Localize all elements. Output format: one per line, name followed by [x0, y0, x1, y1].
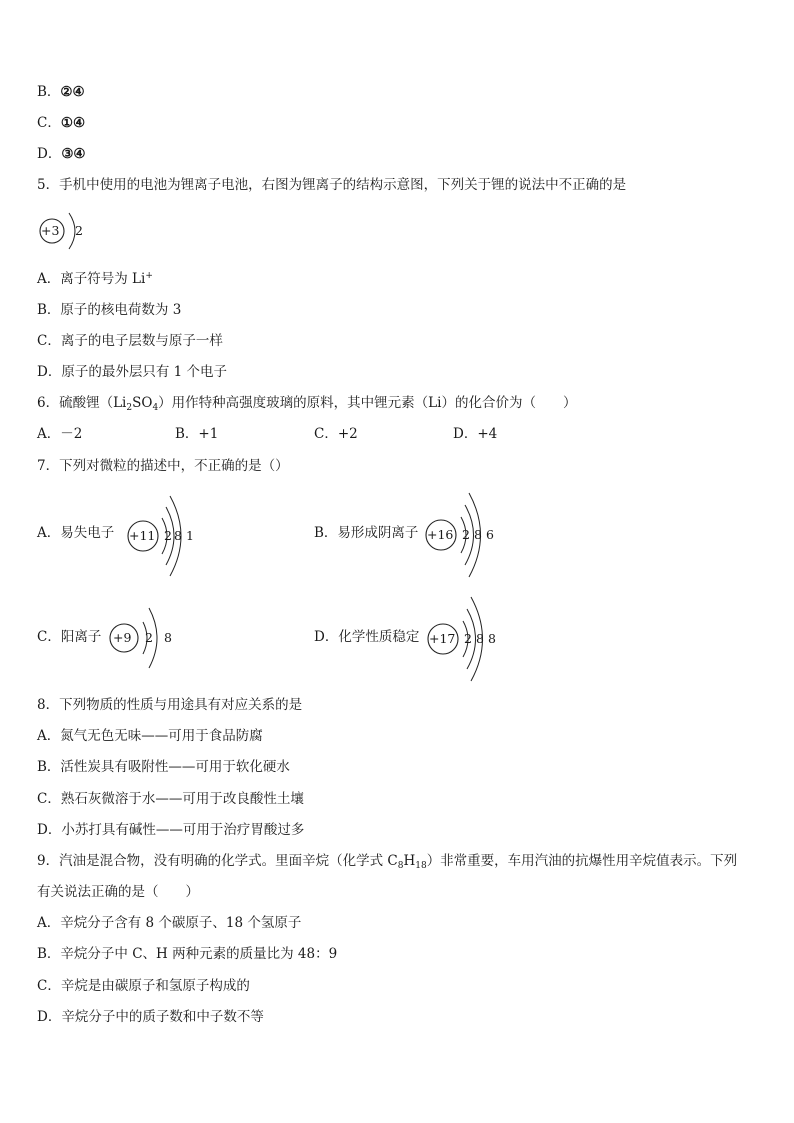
q9-option-b: B．辛烷分子中 C、H 两种元素的质量比为 48：9: [37, 946, 338, 962]
q9-option-c: C．辛烷是由碳原子和氢原子构成的: [37, 978, 250, 994]
charge-superscript: +: [145, 271, 153, 281]
q6-option-a: A．－2: [37, 426, 83, 442]
option-text: ②④: [60, 84, 85, 100]
option-text: 离子的电子层数与原子一样: [60, 333, 223, 349]
stem-part: 9．汽油是混合物，没有明确的化学式。里面辛烷（化学式 C: [37, 853, 398, 869]
option-text: 原子的核电荷数为 3: [60, 302, 182, 318]
option-text: ①④: [60, 115, 86, 131]
stem-part: ）用作特种高强度玻璃的原料，其中锂元素（Li）的化合价为（ ）: [158, 395, 577, 411]
option-letter: D．: [37, 146, 62, 162]
q8-stem: 8．下列物质的性质与用途具有对应关系的是: [37, 697, 303, 713]
nucleus-charge: +11: [129, 528, 156, 543]
option-letter: C．: [37, 115, 61, 131]
shell-electrons-2: 8: [174, 528, 182, 543]
subscript: 4: [152, 403, 159, 413]
q8-option-a: A．氮气无色无味——可用于食品防腐: [37, 728, 263, 744]
q7-option-a-diagram: [124, 490, 204, 582]
q7-option-d-diagram: [424, 592, 506, 686]
q4-option-b: [37, 83, 85, 101]
q7-option-b-diagram: [422, 488, 504, 582]
shell-electrons-3: 8: [488, 631, 496, 646]
q9-option-d: D．辛烷分子中的质子数和中子数不等: [37, 1009, 264, 1025]
option-letter: B．: [37, 302, 61, 318]
q8-option-d: D．小苏打具有碱性——可用于治疗胃酸过多: [37, 822, 305, 838]
option-letter: C．: [37, 333, 61, 349]
shell-electrons-2: 8: [474, 527, 482, 542]
nucleus-charge: +3: [41, 223, 60, 238]
q5-option-c: [37, 332, 223, 350]
q7-option-c-diagram: [107, 602, 183, 674]
nucleus-charge: +16: [427, 527, 454, 542]
q5-lithium-ion-diagram: [36, 206, 96, 258]
shell-electrons-1: 2: [164, 528, 172, 543]
q8-option-b: B．活性炭具有吸附性——可用于软化硬水: [37, 759, 290, 775]
q6-option-c: C．+2: [314, 426, 358, 442]
subscript: 18: [415, 861, 427, 871]
subscript: 2: [126, 403, 133, 413]
q5-option-d: [37, 363, 227, 381]
shell-electrons-1: 2: [462, 527, 470, 542]
shell-electrons-2: 8: [476, 631, 484, 646]
q9-stem: [37, 852, 737, 870]
shell-electrons-1: 2: [75, 223, 83, 238]
shell-electrons-2: 8: [164, 630, 172, 645]
q5-option-a: [37, 270, 153, 288]
q9-stem-line2: 有关说法正确的是（ ）: [37, 884, 199, 900]
shell-electrons-3: 6: [486, 527, 494, 542]
q7-option-c-label: C．阳离子: [37, 629, 102, 645]
q6-stem: [37, 394, 576, 412]
option-text: ③④: [61, 146, 86, 162]
subscript: 8: [397, 861, 404, 871]
q7-stem: 7．下列对微粒的描述中，不正确的是（）: [37, 458, 289, 474]
q5-option-b: [37, 301, 181, 319]
q7-option-b-label: B．易形成阴离子: [314, 525, 419, 541]
q5-stem: 5．手机中使用的电池为锂离子电池，右图为锂离子的结构示意图，下列关于锂的说法中不正确的是: [37, 177, 627, 193]
q4-option-d: [37, 145, 86, 163]
stem-part: 6．硫酸锂（Li: [37, 395, 127, 411]
q6-option-d: D．+4: [453, 426, 498, 442]
stem-part: H: [403, 853, 416, 869]
q4-option-c: [37, 114, 85, 132]
q7-option-a-label: A．易失电子: [37, 525, 115, 541]
stem-part: ）非常重要，车用汽油的抗爆性用辛烷值表示。下列: [426, 853, 738, 869]
q8-option-c: C．熟石灰微溶于水——可用于改良酸性土壤: [37, 791, 304, 807]
nucleus-charge: +9: [113, 630, 132, 645]
option-text: 原子的最外层只有 1 个电子: [61, 364, 227, 380]
nucleus-charge: +17: [429, 631, 456, 646]
stem-part: SO: [132, 395, 153, 411]
option-letter: B．: [37, 84, 61, 100]
option-letter: D．: [37, 364, 62, 380]
q9-option-a: A．辛烷分子含有 8 个碳原子、18 个氢原子: [37, 915, 302, 931]
shell-electrons-1: 2: [464, 631, 472, 646]
q6-option-b: B．+1: [175, 426, 219, 442]
shell-electrons-1: 2: [145, 630, 153, 645]
option-text: 离子符号为 Li: [60, 271, 146, 287]
shell-electrons-3: 1: [186, 528, 194, 543]
q7-option-d-label: D．化学性质稳定: [314, 629, 420, 645]
option-letter: A．: [37, 271, 61, 287]
